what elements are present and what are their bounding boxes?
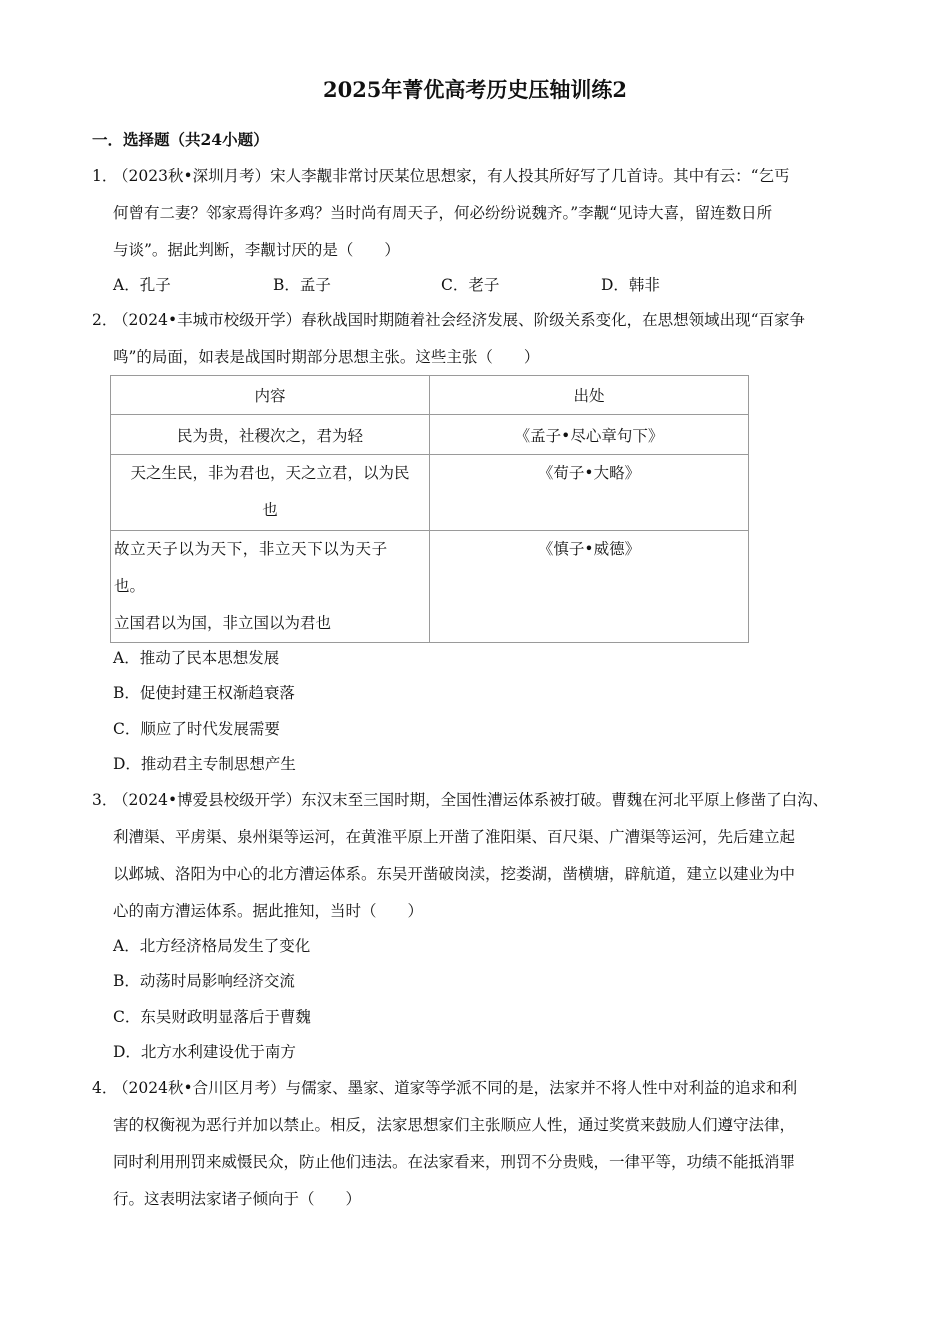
table-cell-content [111, 531, 430, 643]
table-header-cell: 内容 [111, 376, 430, 415]
option-b[interactable]: B．动荡时局影响经济交流 [113, 972, 295, 990]
table-cell-line: 立国君以为国，非立国以为君也 [114, 614, 332, 632]
question-number: 2． [92, 311, 118, 329]
table-cell-line: 《荀子•大略》 [537, 464, 641, 482]
option-c[interactable]: C．老子 [441, 276, 500, 294]
option-d[interactable]: D．北方水利建设优于南方 [113, 1043, 296, 1061]
table-header-cell: 出处 [430, 376, 749, 415]
table-cell-source [430, 455, 749, 531]
table-header-row [111, 376, 749, 415]
question-text-line: 鸣”的局面，如表是战国时期部分思想主张。这些主张（ ） [113, 348, 540, 366]
page-title: 2025年菁优高考历史压轴训练2 [322, 77, 628, 102]
section-heading: 一．选择题（共24小题） [92, 130, 269, 149]
table-cell-line: 《慎子•威德》 [537, 540, 641, 558]
option-a[interactable]: A．北方经济格局发生了变化 [113, 937, 311, 955]
question-text-line: （2023秋•深圳月考）宋人李觏非常讨厌某位思想家，有人投其所好写了几首诗。其中有云：“乞丐 [113, 167, 790, 185]
table-cell-content [111, 455, 430, 531]
option-d[interactable]: D．韩非 [601, 276, 660, 294]
question-text-line: 害的权衡视为恶行并加以禁止。相反，法家思想家们主张顺应人性，通过奖赏来鼓励人们遵守法律， [113, 1116, 796, 1134]
option-c[interactable]: C．顺应了时代发展需要 [113, 720, 280, 738]
table-cell-line: 故立天子以为天下，非立天下以为天子 [114, 540, 388, 558]
table-cell-line: 天之生民，非为君也，天之立君，以为民 [130, 464, 410, 482]
option-a[interactable]: A．推动了民本思想发展 [113, 649, 280, 667]
question-text-line: （2024•丰城市校级开学）春秋战国时期随着社会经济发展、阶级关系变化，在思想领域出现“百家争 [113, 311, 806, 329]
question-number: 1． [92, 167, 118, 185]
option-b[interactable]: B．孟子 [273, 276, 331, 294]
question-text-line: （2024•博爱县校级开学）东汉末至三国时期，全国性漕运体系被打破。曹魏在河北平原上修凿了白沟、 [113, 791, 829, 809]
option-a[interactable]: A．孔子 [113, 276, 171, 294]
option-b[interactable]: B．促使封建王权渐趋衰落 [113, 684, 295, 702]
question-text-line: 以邺城、洛阳为中心的北方漕运体系。东吴开凿破岗渎，挖娄湖，凿横塘，辟航道，建立以建业为中 [113, 865, 796, 883]
table-cell-content: 民为贵，社稷次之，君为轻 [111, 415, 430, 455]
option-d[interactable]: D．推动君主专制思想产生 [113, 755, 296, 773]
option-c[interactable]: C．东吴财政明显落后于曹魏 [113, 1008, 311, 1026]
question-text-line: 同时利用刑罚来威慑民众，防止他们违法。在法家看来，刑罚不分贵贱，一律平等，功绩不能抵消罪 [113, 1153, 796, 1171]
table-row [111, 415, 749, 455]
table-cell-line: 也。 [114, 577, 146, 595]
table-row [111, 531, 749, 643]
question-text-line: 行。这表明法家诸子倾向于（ ） [113, 1190, 362, 1208]
table-cell-source [430, 531, 749, 643]
table-cell-source: 《孟子•尽心章句下》 [430, 415, 749, 455]
table-cell-line: 也 [262, 501, 278, 519]
question-text-line: 何曾有二妻？邻家焉得许多鸡？当时尚有周天子，何必纷纷说魏齐。”李觏“见诗大喜，留连数日所 [113, 204, 773, 222]
question-number: 3． [92, 791, 118, 809]
question-text-line: 与谈”。据此判断，李觏讨厌的是（ ） [113, 241, 400, 259]
question-text-line: 利漕渠、平虏渠、泉州渠等运河，在黄淮平原上开凿了淮阳渠、百尺渠、广漕渠等运河，先后建立起 [113, 828, 796, 846]
question-number: 4． [92, 1079, 118, 1097]
question-text-line: （2024秋•合川区月考）与儒家、墨家、道家等学派不同的是，法家并不将人性中对利益的追求和利 [113, 1079, 798, 1097]
question-text-line: 心的南方漕运体系。据此推知，当时（ ） [113, 902, 424, 920]
table-row [111, 455, 749, 531]
source-table [110, 375, 749, 643]
